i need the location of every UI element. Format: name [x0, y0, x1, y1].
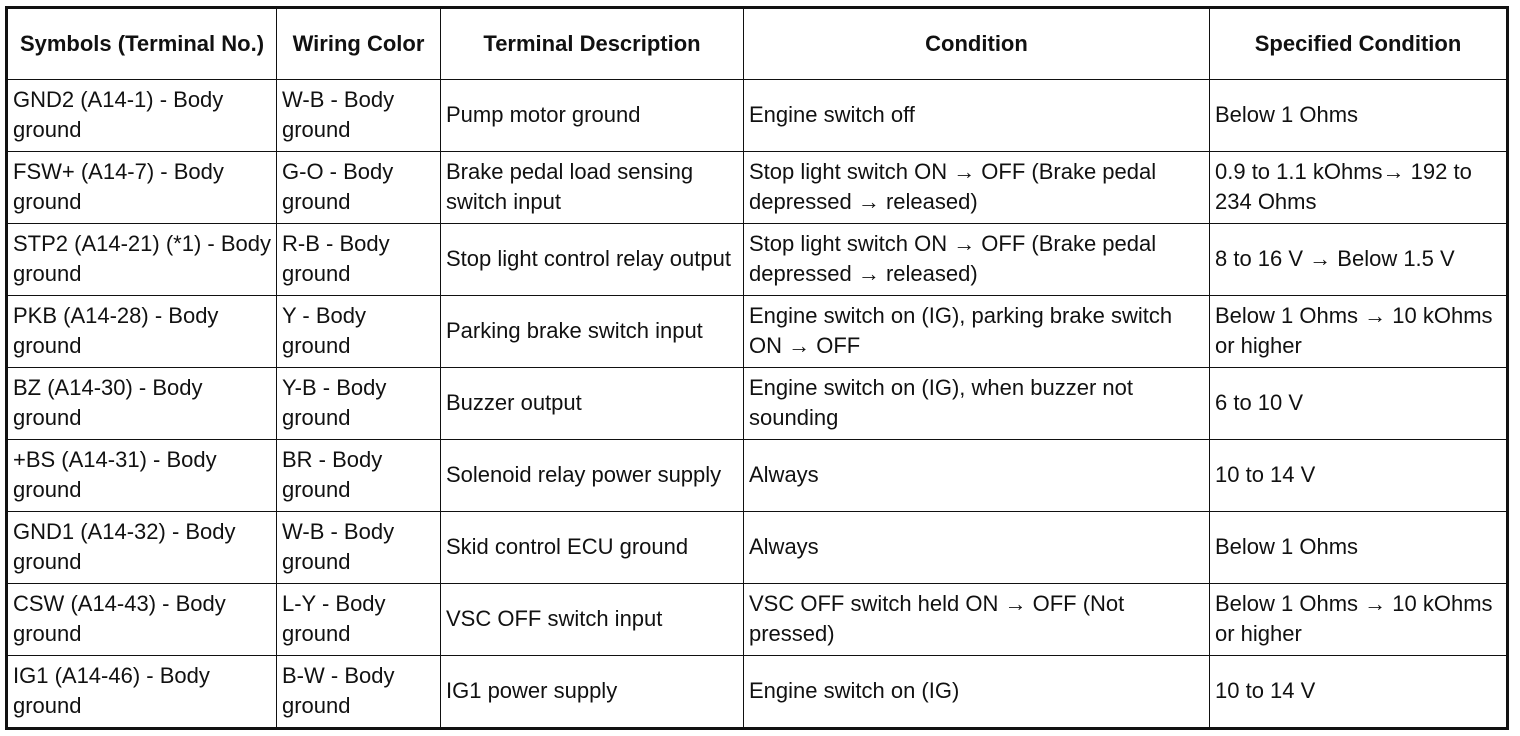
cell-terminal-description: Buzzer output	[441, 367, 744, 439]
cell-specified-condition: Below 1 Ohms → 10 kOhms or higher	[1210, 583, 1508, 655]
table-header	[7, 8, 1508, 80]
cell-condition: Engine switch on (IG), parking brake switch ON → OFF	[744, 295, 1210, 367]
table-row	[7, 583, 1508, 655]
cell-wiring-color: R-B - Body ground	[277, 223, 441, 295]
table-row	[7, 223, 1508, 295]
cell-wiring-color: W-B - Body ground	[277, 511, 441, 583]
cell-terminal-description: IG1 power supply	[441, 655, 744, 728]
header-row	[7, 8, 1508, 80]
header-terminal-description: Terminal Description	[441, 8, 744, 80]
cell-terminal-description: Solenoid relay power supply	[441, 439, 744, 511]
cell-specified-condition: 8 to 16 V → Below 1.5 V	[1210, 223, 1508, 295]
cell-condition: Stop light switch ON → OFF (Brake pedal depressed → released)	[744, 223, 1210, 295]
cell-terminal-description: VSC OFF switch input	[441, 583, 744, 655]
cell-symbol: FSW+ (A14-7) - Body ground	[7, 151, 277, 223]
cell-wiring-color: L-Y - Body ground	[277, 583, 441, 655]
cell-wiring-color: B-W - Body ground	[277, 655, 441, 728]
cell-terminal-description: Skid control ECU ground	[441, 511, 744, 583]
table-row	[7, 655, 1508, 728]
cell-terminal-description: Parking brake switch input	[441, 295, 744, 367]
header-symbols: Symbols (Terminal No.)	[7, 8, 277, 80]
table-row	[7, 439, 1508, 511]
cell-wiring-color: W-B - Body ground	[277, 80, 441, 152]
cell-specified-condition: 6 to 10 V	[1210, 367, 1508, 439]
cell-condition: Engine switch on (IG)	[744, 655, 1210, 728]
cell-symbol: STP2 (A14-21) (*1) - Body ground	[7, 223, 277, 295]
cell-symbol: GND2 (A14-1) - Body ground	[7, 80, 277, 152]
table-row	[7, 367, 1508, 439]
cell-terminal-description: Pump motor ground	[441, 80, 744, 152]
header-wiring-color: Wiring Color	[277, 8, 441, 80]
cell-symbol: IG1 (A14-46) - Body ground	[7, 655, 277, 728]
cell-condition: Always	[744, 511, 1210, 583]
cell-terminal-description: Stop light control relay output	[441, 223, 744, 295]
cell-specified-condition: Below 1 Ohms → 10 kOhms or higher	[1210, 295, 1508, 367]
cell-specified-condition: 10 to 14 V	[1210, 439, 1508, 511]
cell-condition: Engine switch off	[744, 80, 1210, 152]
cell-condition: Always	[744, 439, 1210, 511]
cell-specified-condition: 10 to 14 V	[1210, 655, 1508, 728]
cell-terminal-description: Brake pedal load sensing switch input	[441, 151, 744, 223]
table-body	[7, 80, 1508, 729]
table-row	[7, 295, 1508, 367]
terminal-spec-table	[5, 6, 1509, 730]
cell-wiring-color: BR - Body ground	[277, 439, 441, 511]
table-row	[7, 511, 1508, 583]
header-specified-condition: Specified Condition	[1210, 8, 1508, 80]
cell-symbol: +BS (A14-31) - Body ground	[7, 439, 277, 511]
cell-specified-condition: 0.9 to 1.1 kOhms→ 192 to 234 Ohms	[1210, 151, 1508, 223]
cell-specified-condition: Below 1 Ohms	[1210, 80, 1508, 152]
cell-specified-condition: Below 1 Ohms	[1210, 511, 1508, 583]
cell-symbol: BZ (A14-30) - Body ground	[7, 367, 277, 439]
cell-condition: VSC OFF switch held ON → OFF (Not pressed)	[744, 583, 1210, 655]
cell-wiring-color: Y-B - Body ground	[277, 367, 441, 439]
table-row	[7, 151, 1508, 223]
cell-condition: Engine switch on (IG), when buzzer not sounding	[744, 367, 1210, 439]
table-row	[7, 80, 1508, 152]
cell-condition: Stop light switch ON → OFF (Brake pedal depressed → released)	[744, 151, 1210, 223]
cell-symbol: CSW (A14-43) - Body ground	[7, 583, 277, 655]
header-condition: Condition	[744, 8, 1210, 80]
cell-symbol: GND1 (A14-32) - Body ground	[7, 511, 277, 583]
cell-wiring-color: G-O - Body ground	[277, 151, 441, 223]
cell-wiring-color: Y - Body ground	[277, 295, 441, 367]
cell-symbol: PKB (A14-28) - Body ground	[7, 295, 277, 367]
